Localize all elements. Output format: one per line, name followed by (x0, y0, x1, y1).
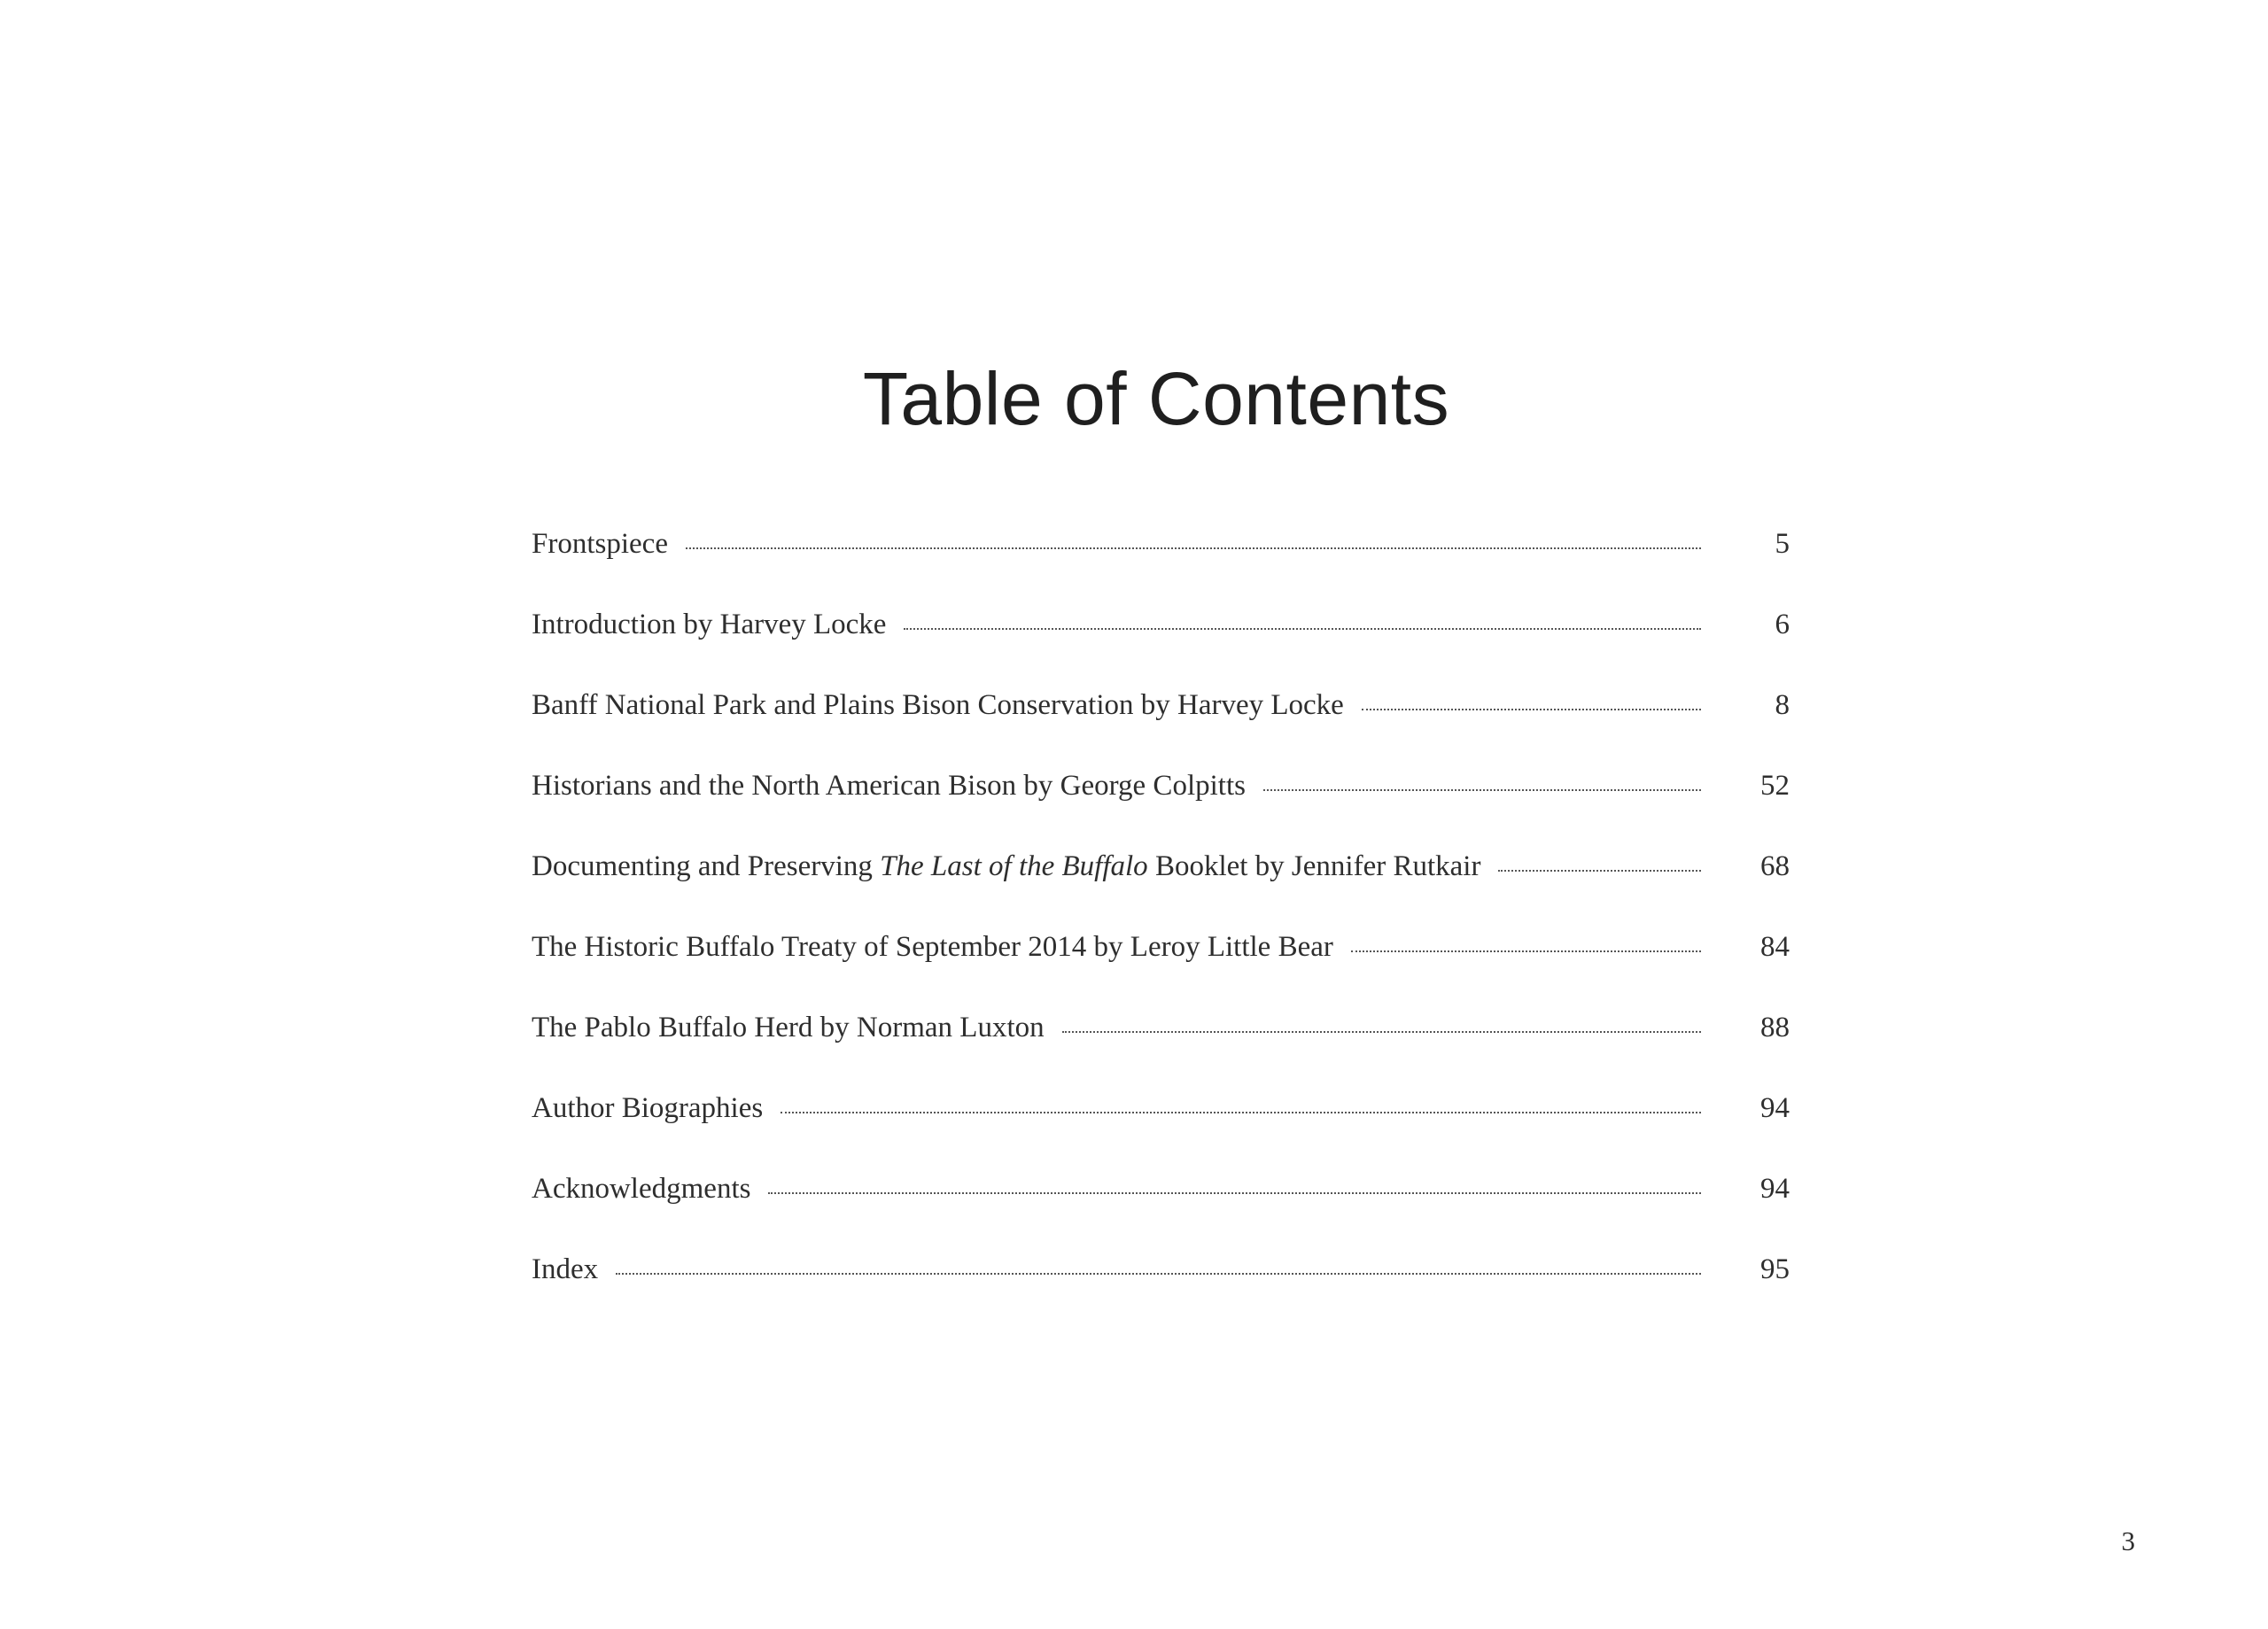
toc-entry-title: Frontspiece (532, 528, 668, 560)
dot-leader (768, 1192, 1701, 1194)
toc-entry-page: 6 (1775, 609, 1790, 640)
toc-entry-page: 52 (1760, 770, 1790, 802)
dot-leader (1263, 789, 1701, 791)
toc-entry[interactable] (532, 1076, 1790, 1157)
toc-entry[interactable] (532, 512, 1790, 593)
toc-entry-page: 88 (1760, 1012, 1790, 1043)
dot-leader (781, 1112, 1701, 1113)
toc-entry-page: 95 (1760, 1253, 1790, 1285)
dot-leader (904, 628, 1701, 630)
toc-entry-page: 68 (1760, 850, 1790, 882)
toc-entry-title: The Pablo Buffalo Herd by Norman Luxton (532, 1012, 1045, 1043)
toc-entry-title: Acknowledgments (532, 1173, 751, 1205)
toc-entry-page: 94 (1760, 1092, 1790, 1124)
toc-entry-title: Introduction by Harvey Locke (532, 609, 887, 640)
dot-leader (1062, 1031, 1701, 1033)
page-number: 3 (2121, 1525, 2135, 1556)
toc-entry[interactable] (532, 915, 1790, 996)
dot-leader (616, 1273, 1701, 1275)
toc-entry[interactable] (532, 673, 1790, 754)
toc-entry[interactable] (532, 593, 1790, 673)
toc-entry[interactable] (532, 1157, 1790, 1237)
toc-entry-title: The Historic Buffalo Treaty of September 2014 by Leroy Little Bear (532, 931, 1333, 963)
toc-entry-title: Index (532, 1253, 599, 1285)
dot-leader (686, 547, 1701, 549)
toc-entry-title: Author Biographies (532, 1092, 764, 1124)
toc-entry[interactable] (532, 754, 1790, 834)
dot-leader (1351, 950, 1701, 952)
toc-entry-page: 5 (1775, 528, 1790, 560)
dot-leader (1498, 870, 1701, 872)
toc-entry-title: Documenting and Preserving The Last of the Buffalo Booklet by Jennifer Rutkair (532, 850, 1481, 882)
toc-entry-title: Banff National Park and Plains Bison Conservation by Harvey Locke (532, 689, 1344, 721)
dot-leader (1362, 709, 1701, 710)
toc-entry[interactable] (532, 996, 1790, 1076)
toc-entry-title: Historians and the North American Bison by George Colpitts (532, 770, 1246, 802)
toc-entry-page: 84 (1760, 931, 1790, 963)
page-title: Table of Contents (862, 357, 1450, 440)
toc-entry[interactable] (532, 834, 1790, 915)
toc-entry-page: 8 (1775, 689, 1790, 721)
toc-list (532, 512, 1790, 1318)
toc-entry-page: 94 (1760, 1173, 1790, 1205)
toc-entry[interactable] (532, 1237, 1790, 1318)
